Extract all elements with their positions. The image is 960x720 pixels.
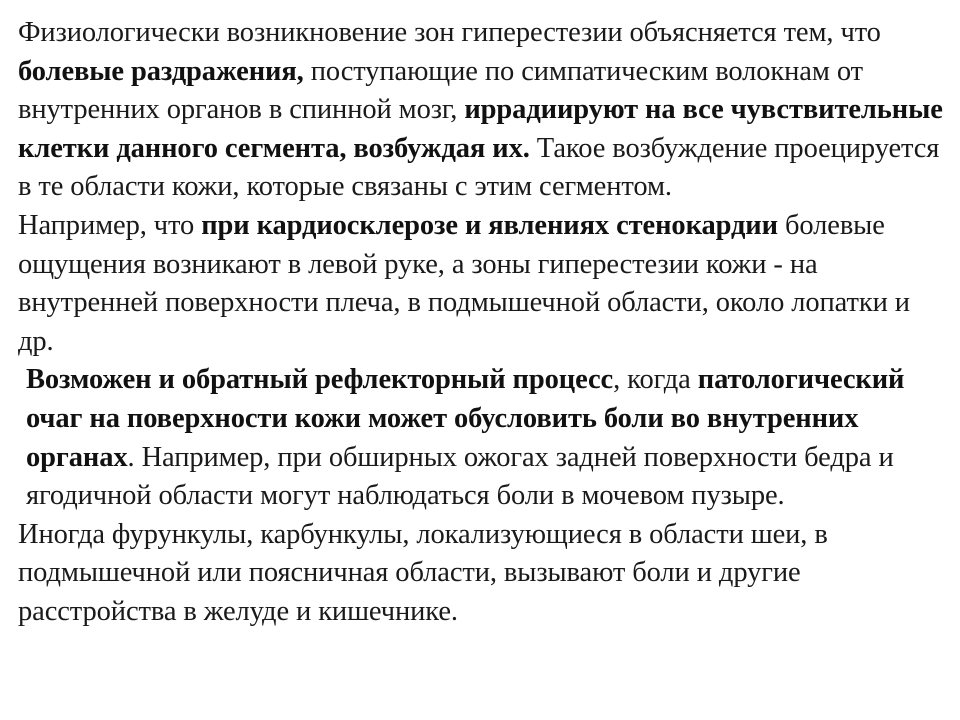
text-segment: . Например, при обширных ожогах задней поверхности бедра и ягодичной области могут наблюдаться боли в мочевом пузыре. [26,441,894,512]
text-segment: поступающие по симпатическим волокнам от внутренних органов в спинной мозг, [18,55,863,126]
text-segment: болевые ощущения возникают в левой руке, а зоны гиперестезии кожи - на внутренней поверхности плеча, в подмышечной области, около лопатки и др. [18,209,910,357]
paragraph-3 [18,361,948,515]
bold-segment: при кардиосклерозе и явлениях стенокардии [201,209,778,241]
bold-segment: болевые раздражения, [18,55,304,87]
text-segment: Физиологически возникновение зон гиперестезии объясняется тем, что [18,17,881,48]
paragraph-2 [18,207,948,361]
text-segment: , когда [613,364,698,396]
text-segment: Такое возбуждение проецируется в те области кожи, которые связаны с этим сегментом. [18,132,940,203]
paragraph-1 [18,14,948,207]
bold-segment: иррадиируют на все чувствительные клетки данного сегмента, возбуждая их. [18,94,943,164]
bold-segment: патологический очаг на поверхности кожи может обусловить боли во внутренних органах [26,364,905,473]
bold-segment: Возможен и обратный рефлекторный процесс [26,364,614,396]
slide-text-body [18,14,948,632]
paragraph-4 [18,516,948,632]
text-segment: Например, что [18,209,202,241]
text-segment: Иногда фурункулы, карбункулы, локализующиеся в области шеи, в подмышечной или поясничная области, вызывают боли и другие расстройства в желуде и кишечнике. [18,518,828,627]
